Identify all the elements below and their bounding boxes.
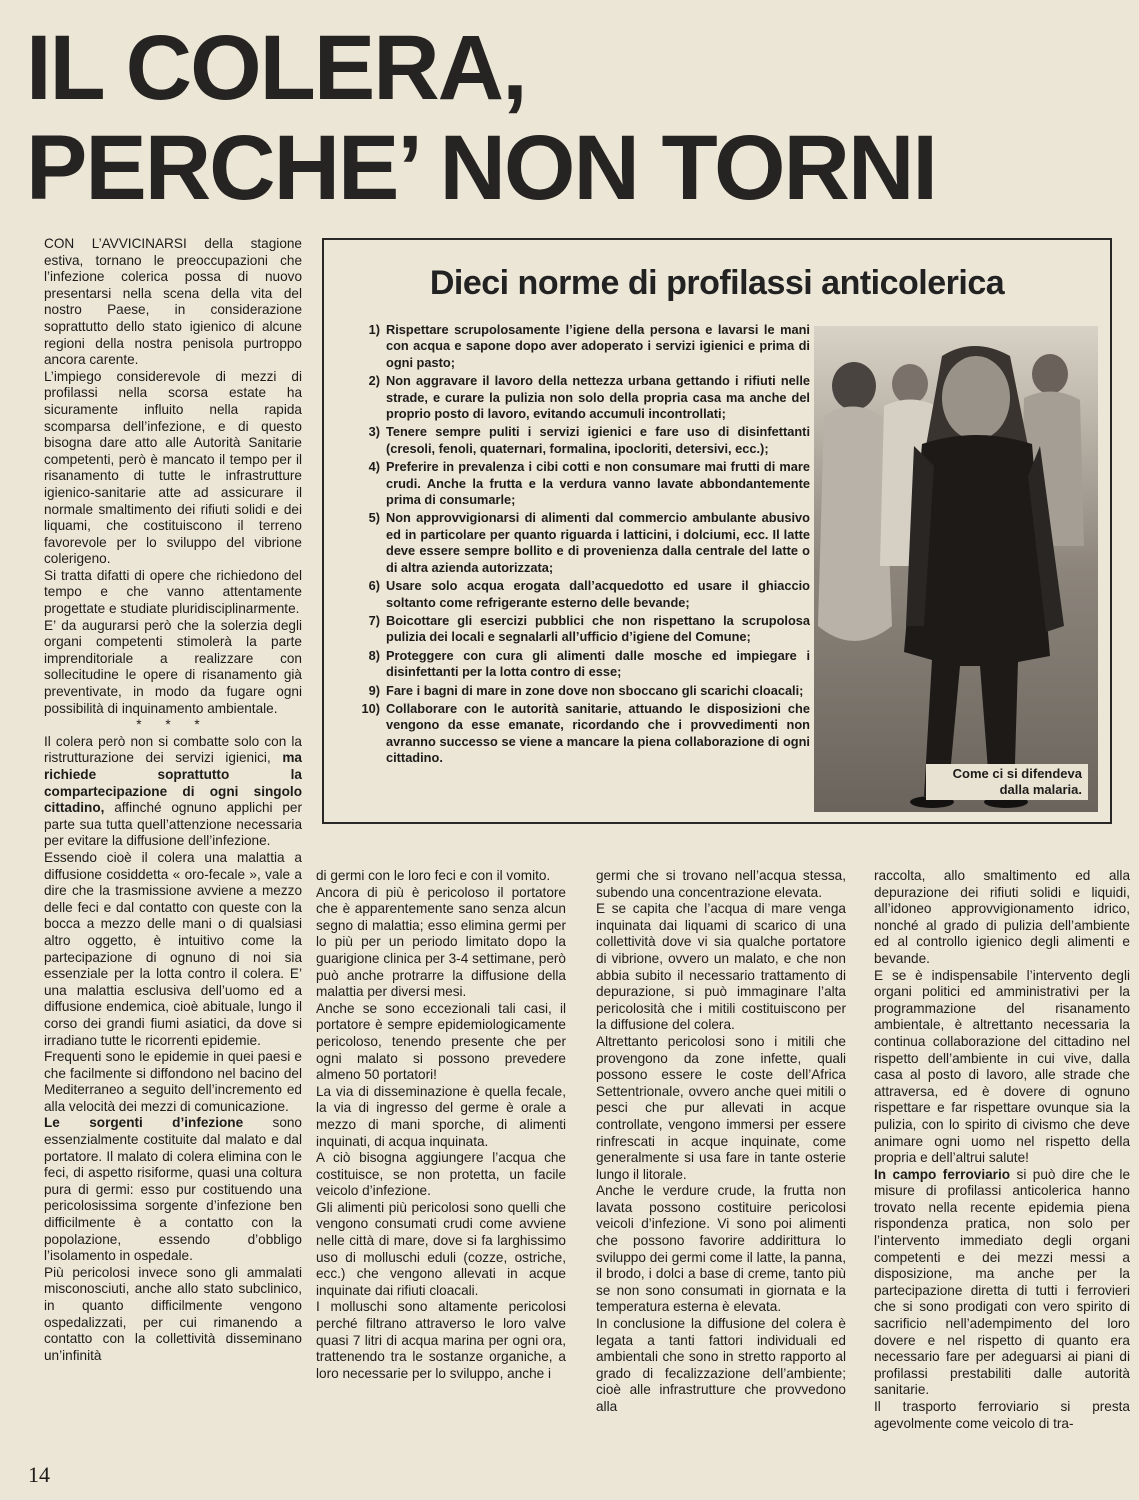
title-line-1: IL COLERA, — [26, 17, 526, 119]
norm-item: 5) Non approvvigionarsi di alimenti dal commercio ambulante abusivo ed in particolare per quanto riguarda i latticini, i dolciumi, ecc. Il latte deve essere sempre bollito e di provenienza dalla centrale del latte o di altra azienda autorizzata; — [368, 510, 810, 575]
historical-photo — [814, 326, 1098, 812]
paragraph: Le sorgenti d’infezione sono essenzialmente costituite dal malato e dal portatore. Il malato di colera elimina con le feci, di aspetto risiforme, quasi una coltura pura di germi: esso pur costituendo una pericolosissima sorgente d’infezione ben difficilmente è a contatto con la popolazione, essendo d’obbligo l’isolamento in ospedale. — [44, 1115, 302, 1264]
paragraph: In campo ferroviario si può dire che le misure di profilassi anticolerica hanno trovato nella recente epidemia piena rispondenza pratica, non solo per l’intervento immediato degli organi competenti e dei mezzi messi a disposizione, ma anche per la partecipazione diretta di tutti i ferrovieri che si sono prodigati con vero spirito di sacrificio nell’adempimento del loro dovere e nel rispetto di quanto era necessario fare per adeguarsi ai piani di profilassi prestabiliti dalle autorità sanitarie. — [874, 1166, 1131, 1398]
title-line-2: PERCHE’ NON TORNI — [26, 117, 936, 219]
paragraph: Ancora di più è pericoloso il portatore che è apparentemente sano senza alcun segno di malattia; esso elimina germi per lo più per un periodo limitato dopo la guarigione clinica per 3-4 settimane, però può anche protrarre la diffusione della malattia per diversi mesi. — [316, 884, 566, 1000]
paragraph: Il trasporto ferroviario si presta agevolmente come veicolo di tra- — [874, 1399, 1130, 1431]
norm-item: 8) Proteggere con cura gli alimenti dalle mosche ed impiegare i disinfettanti per la lotta contro di esse; — [368, 647, 810, 680]
norm-item: 10) Collaborare con le autorità sanitarie, attuando le disposizioni che vengono da esse emanate, ricordando che i provvedimenti non avranno successo se viene a mancare la piena collaborazione di ogni cittadino. — [361, 700, 810, 766]
norm-item: 1) Rispettare scrupolosamente l’igiene della persona e lavarsi le mani con acqua e sapone dopo aver adoperato i servizi igienici e prima di ogni pasto; — [368, 322, 810, 370]
norms-box — [322, 238, 1112, 824]
paragraph: Più pericolosi invece sono gli ammalati misconosciuti, anche allo stato subclinico, in quanto difficilmente vengono ospedalizzati, per cui rimanendo a contatto con la collettività disseminano un’infinità — [44, 1264, 302, 1363]
paragraph: L’impiego considerevole di mezzi di profilassi nella scorsa estate ha sicuramente influito nella rapida scomparsa dell’infezione, e di questo bisogna dare atto alle Autorità Sanitarie competenti, però è mancato il tempo per il risanamento di tutte le infrastrutture igienico-sanitarie atte ad assicurare il normale smaltimento dei rifiuti solidi e dei liquami, che costituiscono il terreno favorevole per lo sviluppo del vibrione colerigeno. — [44, 368, 302, 567]
column-4 — [874, 868, 1130, 1432]
norm-item: 4) Preferire in prevalenza i cibi cotti e non consumare mai frutti di mare crudi. Anche la frutta e la verdura vanno lavate abbondantemente prima di consumarle; — [368, 459, 810, 508]
photo-caption: Come ci si difendeva dalla malaria. — [926, 764, 1088, 800]
bold-phrase: ma richiede soprattutto la compartecipazione di ogni singolo cittadino, — [44, 750, 302, 816]
paragraph: Si tratta difatti di opere che richiedono del tempo e che vanno attentamente progettate e studiate pluridisciplinarmente. — [44, 567, 302, 617]
paragraph: E se capita che l’acqua di mare venga inquinata dai liquami di scarico di una collettività dove vi sia qualche portatore di vibrione, ovvero un malato, e che non abbia subito il necessario trattamento di depurazione, si può immaginare l’alta pericolosità che i mitili costituiscono per la diffusione del colera. — [596, 901, 846, 1033]
norms-list — [342, 322, 810, 769]
paragraph: Gli alimenti più pericolosi sono quelli che vengono consumati crudi come avviene nelle città di mare, dove si fa larghissimo uso di molluschi eduli (cozze, ostriche, ecc.) che vengono allevati in acque inquinate dai rifiuti cloacali. — [316, 1199, 566, 1298]
bold-phrase: Le sorgenti d’infezione — [44, 1115, 244, 1131]
section-separator: * * * — [136, 717, 210, 733]
paragraph: I molluschi sono altamente pericolosi perché filtrano attraverso le loro valve quasi 7 litri di acqua marina per ogni ora, trattenendo tra le sostanze organiche, a loro necessarie per lo sviluppo, anche i — [316, 1299, 566, 1381]
article-title — [26, 18, 1026, 218]
page-number: 14 — [28, 1462, 50, 1487]
paragraph: Anche le verdure crude, la frutta non lavata possono costituire pericolosi veicoli d’infezione. Vi sono poi alimenti che possono favorire addirittura lo sviluppo dei germi come il latte, la panna, il brodo, i dolci a base di creme, tanto più se non sono consumati in giornata e la temperatura esterna è elevata. — [596, 1183, 846, 1315]
photo-illustration — [814, 326, 1098, 812]
paragraph: CON L’AVVICINARSI della stagione estiva, tornano le preoccupazioni che l’infezione colerica possa di nuovo presentarsi nella scena della vita del nostro Paese, in considerazione soprattutto dello stato igienico di alcune regioni della nostra penisola purtroppo ancora carente. — [44, 236, 302, 368]
column-3 — [596, 868, 846, 1416]
paragraph: raccolta, allo smaltimento ed alla depurazione dei rifiuti solidi e liquidi, all’idoneo approvvigionamento idrico, nonché al grado di pulizia dell’ambiente ed al controllo igienico degli alimenti e bevande. — [874, 868, 1130, 966]
paragraph: Essendo cioè il colera una malattia a diffusione cosiddetta « oro-fecale », vale a dire che la trasmissione avviene a mezzo delle feci e dal contatto con queste con la bocca a mezzo delle mani o di qualsiasi altro oggetto, è intuitivo come la partecipazione di ognuno di noi sia essenziale per la lotta contro il colera. E’ una malattia esclusiva dell’uomo ed a diffusione endemica, cioè abituale, lungo il corso dei grandi fiumi asiatici, da dove si irradiano tutte le ricorrenti epidemie. — [44, 849, 302, 1048]
column-1 — [44, 236, 302, 1364]
norm-item: 7) Boicottare gli esercizi pubblici che non rispettano la scrupolosa pulizia dei locali e segnalarli all’ufficio d’igiene del Comune; — [368, 612, 810, 645]
paragraph: A ciò bisogna aggiungere l’acqua che costituisce, se non protetta, un facile veicolo d’infezione. — [316, 1150, 566, 1199]
norm-item: 6) Usare solo acqua erogata dall’acquedotto ed usare il ghiaccio soltanto come refrigerante esterno delle bevande; — [368, 578, 810, 610]
norm-item: 2) Non aggravare il lavoro della nettezza urbana gettando i rifiuti nelle strade, e curare la pulizia non solo della propria casa ma anche del proprio posto di lavoro, evitando accumuli incontrollati; — [368, 373, 810, 422]
column-2 — [316, 868, 566, 1382]
box-heading: Dieci norme di profilassi anticolerica — [429, 264, 1005, 302]
paragraph: E se è indispensabile l’intervento degli organi politici ed amministrativi per la programmazione del risanamento ambientale, è altrettanto necessaria la continua collaborazione del cittadino nel rispetto dell’ambiente in cui vive, dalla casa al posto di lavoro, alle strade che attraversa, ed è dovere di ognuno rispettare e far rispettare ovunque sia la pulizia, con lo spirito di civismo che deve animare ogni uomo nel rispetto della propria e dell’altrui salute! — [874, 967, 1130, 1166]
paragraph: germi che si trovano nell’acqua stessa, subendo una concentrazione elevata. — [596, 868, 846, 900]
bold-phrase: In campo ferroviario — [874, 1166, 1011, 1182]
paragraph: E’ da augurarsi però che la solerzia degli organi competenti stimolerà la parte imprenditoriale a realizzare con sollecitudine le opere di risanamento già preventivate, in modo da fugare ogni possibilità di inquinamento ambientale. — [44, 617, 302, 716]
paragraph: Frequenti sono le epidemie in quei paesi e che facilmente si diffondono nel bacino del Mediterraneo a seguito dell’incremento ed alla velocità dei mezzi di comunicazione. — [44, 1049, 302, 1114]
paragraph: Altrettanto pericolosi sono i mitili che provengono da zone infette, quali possono essere le coste dell’Africa Settentrionale, ovvero anche quei mitili o pesci che pur allevati in acque controllate, vengono immersi per essere rinfrescati in acque inquinate, come generalmente si usa fare in tante osterie lungo il litorale. — [596, 1033, 846, 1182]
paragraph: di germi con le loro feci e con il vomito. — [316, 868, 551, 883]
paragraph: Il colera però non si combatte solo con la ristrutturazione dei servizi igienici, ma richiede soprattutto la compartecipazione di ogni singolo cittadino, affinché ognuno applichi per parte sua tutta quell’attenzione necessaria per evitare la diffusione dell’infezione. — [44, 733, 302, 849]
paragraph: In conclusione la diffusione del colera è legata a tanti fattori individuali ed ambientali che sono in stretto rapporto al grado di fecalizzazione dell’ambiente; cioè alle infrastrutture che provvedono alla — [596, 1316, 846, 1414]
norm-item: 9) Fare i bagni di mare in zone dove non sboccano gli scarichi cloacali; — [368, 682, 804, 698]
paragraph: La via di disseminazione è quella fecale, la via di ingresso del germe è orale a mezzo di mani sporche, di alimenti inquinati, di acqua inquinata. — [316, 1083, 566, 1149]
norm-item: 3) Tenere sempre puliti i servizi igienici e fare uso di disinfettanti (cresoli, fenoli, quaternari, formalina, ipocloriti, detersivi, ecc.); — [368, 424, 810, 456]
paragraph: Anche se sono eccezionali tali casi, il portatore è sempre epidemiologicamente pericoloso, tenendo presente che per ogni malato si possono prevedere almeno 50 portatori! — [316, 1000, 566, 1083]
